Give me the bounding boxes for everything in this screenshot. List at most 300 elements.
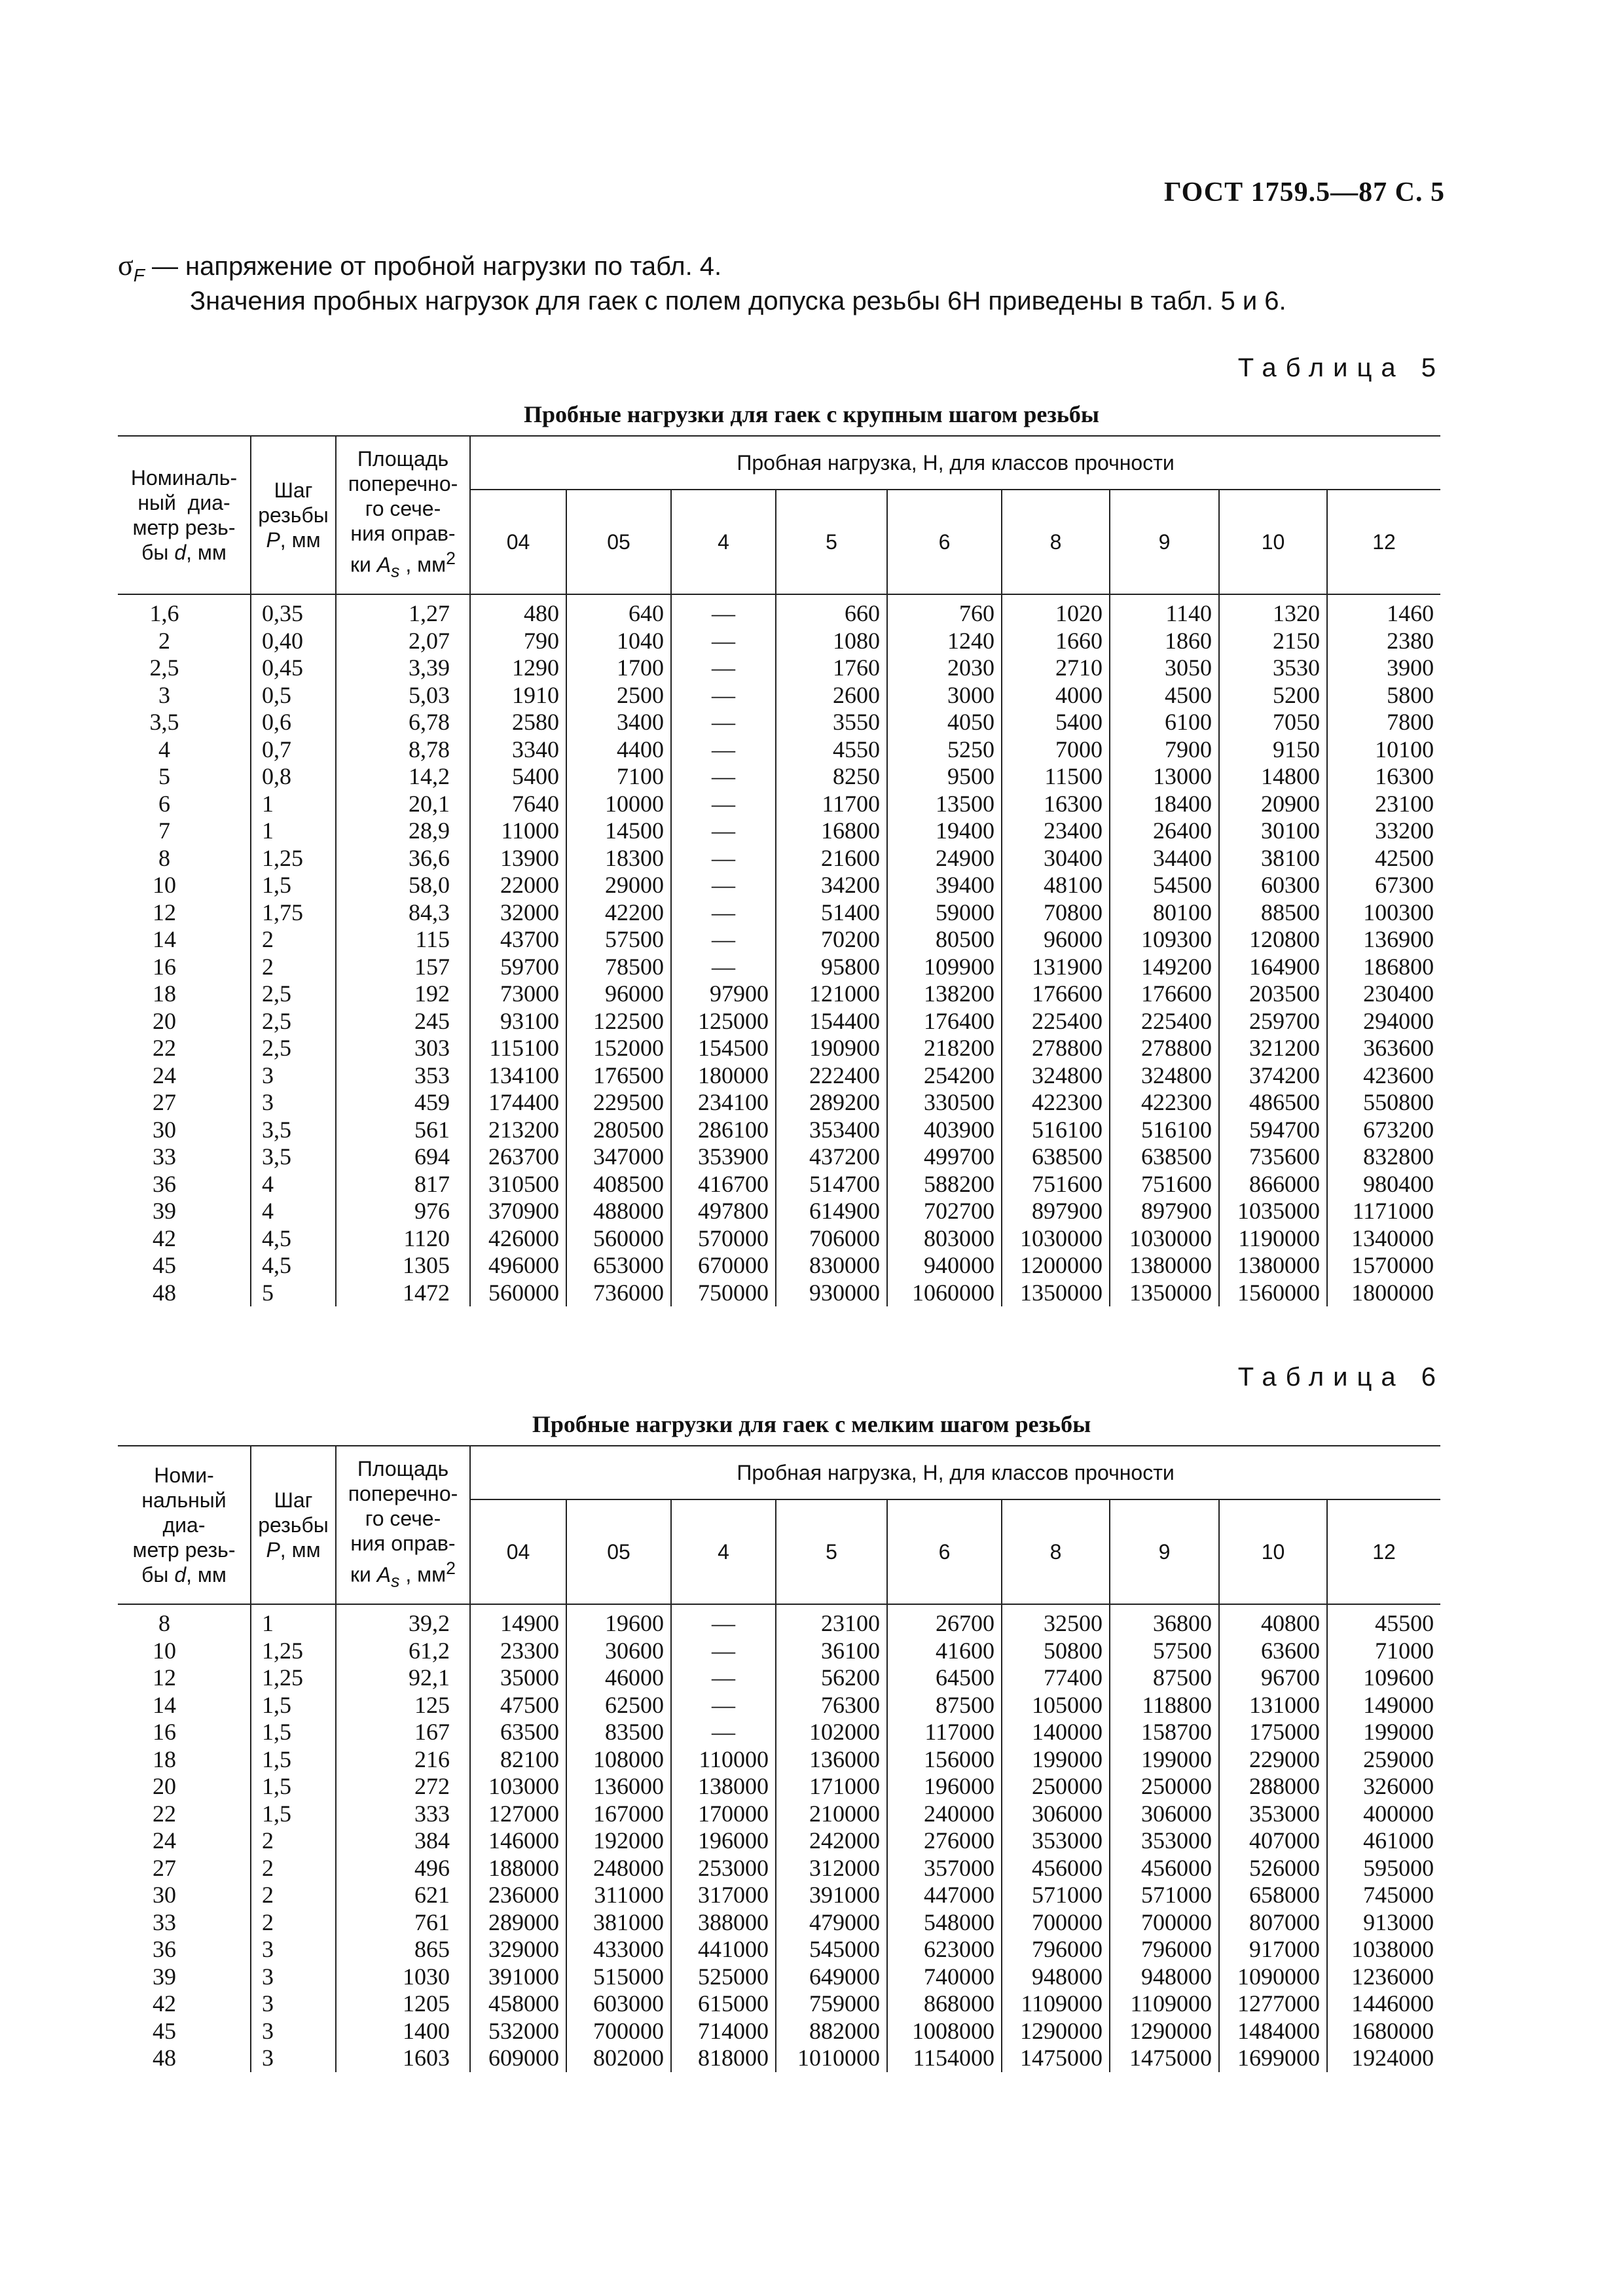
table-cell: 2,07	[336, 628, 470, 655]
table-cell: 329000	[470, 1936, 566, 1964]
table-cell: 18	[118, 980, 251, 1008]
table-cell: 614900	[776, 1198, 887, 1225]
table-cell: 146000	[470, 1827, 566, 1855]
table-cell: 4050	[887, 709, 1002, 736]
table-cell: 259700	[1219, 1008, 1327, 1035]
table-cell: 32000	[470, 899, 566, 927]
table-cell: 58,0	[336, 872, 470, 899]
table-cell: 80500	[887, 926, 1002, 954]
table-row	[118, 1936, 1440, 1964]
table-cell: 948000	[1110, 1964, 1219, 1991]
table-row	[118, 1008, 1440, 1035]
table-cell: 30100	[1219, 817, 1327, 845]
table-cell: 3050	[1110, 655, 1219, 682]
table-cell: 7900	[1110, 736, 1219, 764]
table-cell: 63600	[1219, 1638, 1327, 1665]
table-cell: 3	[118, 682, 251, 709]
table-cell: 210000	[776, 1801, 887, 1828]
table5-header-diameter	[118, 436, 251, 594]
table-cell: 5800	[1327, 682, 1440, 709]
table-cell: 121000	[776, 980, 887, 1008]
table-cell: 326000	[1327, 1773, 1440, 1801]
table-cell: 303	[336, 1035, 470, 1062]
table-cell: 5,03	[336, 682, 470, 709]
table-cell: 832800	[1327, 1143, 1440, 1171]
table-row	[118, 1062, 1440, 1090]
table-cell: 20900	[1219, 791, 1327, 818]
table-row	[118, 2045, 1440, 2072]
table-cell: 18300	[566, 845, 671, 872]
table-cell: 158700	[1110, 1719, 1219, 1746]
table-cell: 22000	[470, 872, 566, 899]
table-cell: 1	[251, 1604, 336, 1638]
table-row	[118, 1746, 1440, 1774]
table-row	[118, 1664, 1440, 1692]
table-cell: 802000	[566, 2045, 671, 2072]
table-row	[118, 1638, 1440, 1665]
table-cell: 2	[251, 1909, 336, 1937]
table-cell: 196000	[671, 1827, 776, 1855]
table-row	[118, 1855, 1440, 1882]
table-cell: 14,2	[336, 763, 470, 791]
table-cell: 2030	[887, 655, 1002, 682]
table-cell: 456000	[1002, 1855, 1110, 1882]
table-cell: 759000	[776, 1990, 887, 2018]
table-cell: 45	[118, 2018, 251, 2045]
table-cell: 2	[251, 954, 336, 981]
table-row	[118, 1964, 1440, 1991]
table-cell: 174400	[470, 1089, 566, 1117]
table-cell: 199000	[1002, 1746, 1110, 1774]
table-cell: 796000	[1110, 1936, 1219, 1964]
table-cell: 103000	[470, 1773, 566, 1801]
table-cell: 702700	[887, 1198, 1002, 1225]
table-cell: 27	[118, 1089, 251, 1117]
table-cell: 4,5	[251, 1225, 336, 1253]
table-cell: 818000	[671, 2045, 776, 2072]
table-cell: 700000	[566, 2018, 671, 2045]
table-cell: 550800	[1327, 1089, 1440, 1117]
table6-class-header: 12	[1327, 1499, 1440, 1604]
table-cell: 311000	[566, 1882, 671, 1909]
table5-class-header: 10	[1219, 490, 1327, 594]
table-cell: 36800	[1110, 1604, 1219, 1638]
table-cell: 54500	[1110, 872, 1219, 899]
table-cell: 59000	[887, 899, 1002, 927]
table-cell: 353400	[776, 1117, 887, 1144]
table-cell: 1860	[1110, 628, 1219, 655]
table-cell: 1205	[336, 1990, 470, 2018]
table-cell: 1090000	[1219, 1964, 1327, 1991]
table-cell: 154500	[671, 1035, 776, 1062]
table-cell: 1200000	[1002, 1252, 1110, 1280]
table-cell: 8250	[776, 763, 887, 791]
table-cell: 4400	[566, 736, 671, 764]
table-cell: 1290000	[1110, 2018, 1219, 2045]
table-cell: 76300	[776, 1692, 887, 1719]
table-cell: 3	[251, 1089, 336, 1117]
table-cell: 0,6	[251, 709, 336, 736]
table-cell: 171000	[776, 1773, 887, 1801]
table-cell: 408500	[566, 1171, 671, 1198]
table-cell: 70200	[776, 926, 887, 954]
table-cell: 59700	[470, 954, 566, 981]
table-cell: 324800	[1002, 1062, 1110, 1090]
table-cell: 263700	[470, 1143, 566, 1171]
table-cell: 136000	[776, 1746, 887, 1774]
table-cell: 2	[118, 628, 251, 655]
table-cell: 8	[118, 845, 251, 872]
table-cell: 3	[251, 1990, 336, 2018]
table-cell: 796000	[1002, 1936, 1110, 1964]
table-cell: 218200	[887, 1035, 1002, 1062]
table-row	[118, 1801, 1440, 1828]
table-cell: 700000	[1002, 1909, 1110, 1937]
table-cell: 117000	[887, 1719, 1002, 1746]
table-cell: 407000	[1219, 1827, 1327, 1855]
table-cell: 176500	[566, 1062, 671, 1090]
table-cell: 1120	[336, 1225, 470, 1253]
table-cell: 13000	[1110, 763, 1219, 791]
table-cell: 1350000	[1110, 1280, 1219, 1307]
table-row	[118, 980, 1440, 1008]
table-cell: —	[671, 845, 776, 872]
table-cell: 571000	[1110, 1882, 1219, 1909]
table-cell: 807000	[1219, 1909, 1327, 1937]
table-cell: 2150	[1219, 628, 1327, 655]
table-cell: 1380000	[1110, 1252, 1219, 1280]
table-row	[118, 845, 1440, 872]
table-cell: 62500	[566, 1692, 671, 1719]
table-cell: 170000	[671, 1801, 776, 1828]
table-cell: 1080	[776, 628, 887, 655]
table-cell: 1910	[470, 682, 566, 709]
table-cell: 83500	[566, 1719, 671, 1746]
table-row	[118, 872, 1440, 899]
table-row	[118, 682, 1440, 709]
table-row	[118, 1117, 1440, 1144]
table-cell: 12	[118, 1664, 251, 1692]
table-cell: 125000	[671, 1008, 776, 1035]
table-cell: 447000	[887, 1882, 1002, 1909]
table-cell: 20	[118, 1008, 251, 1035]
table-cell: 108000	[566, 1746, 671, 1774]
table-cell: 6	[118, 791, 251, 818]
table-cell: 1277000	[1219, 1990, 1327, 2018]
table-cell: 1,25	[251, 1638, 336, 1665]
table-cell: 131000	[1219, 1692, 1327, 1719]
table5-class-header: 05	[566, 490, 671, 594]
table-row	[118, 1089, 1440, 1117]
table-row	[118, 1692, 1440, 1719]
table-cell: 897900	[1002, 1198, 1110, 1225]
table-cell: 57500	[566, 926, 671, 954]
table-cell: 36	[118, 1936, 251, 1964]
table-cell: 1699000	[1219, 2045, 1327, 2072]
table-cell: 4	[118, 736, 251, 764]
table-cell: 2	[251, 1882, 336, 1909]
page-header: ГОСТ 1759.5—87 С. 5	[1163, 177, 1445, 207]
table-cell: 39	[118, 1964, 251, 1991]
table-cell: 948000	[1002, 1964, 1110, 1991]
table-cell: 149000	[1327, 1692, 1440, 1719]
table-cell: 77400	[1002, 1664, 1110, 1692]
table-cell: 23100	[1327, 791, 1440, 818]
table-cell: 19600	[566, 1604, 671, 1638]
table-cell: 1140	[1110, 594, 1219, 628]
table-cell: 2580	[470, 709, 566, 736]
table-cell: 2,5	[118, 655, 251, 682]
table-cell: 658000	[1219, 1882, 1327, 1909]
table-cell: 2,5	[251, 980, 336, 1008]
table-cell: 496	[336, 1855, 470, 1882]
table-cell: 1109000	[1002, 1990, 1110, 2018]
table-cell: 280500	[566, 1117, 671, 1144]
table-cell: 109900	[887, 954, 1002, 981]
table6-header-group: Пробная нагрузка, Н, для классов прочности	[470, 1446, 1440, 1499]
table-cell: 403900	[887, 1117, 1002, 1144]
table-cell: 24	[118, 1827, 251, 1855]
table-cell: 621	[336, 1882, 470, 1909]
table-cell: 615000	[671, 1990, 776, 2018]
table-cell: 110000	[671, 1746, 776, 1774]
table-cell: 118800	[1110, 1692, 1219, 1719]
table-cell: 30600	[566, 1638, 671, 1665]
table-cell: —	[671, 655, 776, 682]
table-cell: 1171000	[1327, 1198, 1440, 1225]
table-cell: 36100	[776, 1638, 887, 1665]
table-cell: 30400	[1002, 845, 1110, 872]
table-cell: 1,5	[251, 1773, 336, 1801]
table-cell: 391000	[470, 1964, 566, 1991]
table-cell: 216	[336, 1746, 470, 1774]
table-cell: 253000	[671, 1855, 776, 1882]
table-cell: 980400	[1327, 1171, 1440, 1198]
table5-class-header: 12	[1327, 490, 1440, 594]
table-cell: 23400	[1002, 817, 1110, 845]
table-row	[118, 736, 1440, 764]
table-cell: 1,25	[251, 1664, 336, 1692]
table-cell: 12	[118, 899, 251, 927]
table-cell: 384	[336, 1827, 470, 1855]
table-cell: 229000	[1219, 1746, 1327, 1774]
table-cell: 1,5	[251, 872, 336, 899]
table-row	[118, 763, 1440, 791]
table-cell: 71000	[1327, 1638, 1440, 1665]
table-cell: 16300	[1327, 763, 1440, 791]
sigma-symbol: σ	[118, 249, 134, 281]
table-cell: 1340000	[1327, 1225, 1440, 1253]
table-cell: 225400	[1002, 1008, 1110, 1035]
table-cell: 1320	[1219, 594, 1327, 628]
table-row	[118, 791, 1440, 818]
table-cell: 48	[118, 2045, 251, 2072]
table-cell: 192000	[566, 1827, 671, 1855]
table-cell: 1035000	[1219, 1198, 1327, 1225]
table-cell: —	[671, 628, 776, 655]
table-cell: 2600	[776, 682, 887, 709]
table-row	[118, 655, 1440, 682]
table-cell: 1008000	[887, 2018, 1002, 2045]
table-row	[118, 1280, 1440, 1307]
table-cell: 27	[118, 1855, 251, 1882]
table-cell: 3,39	[336, 655, 470, 682]
table-cell: 22	[118, 1801, 251, 1828]
table-cell: 46000	[566, 1664, 671, 1692]
table-cell: 4,5	[251, 1252, 336, 1280]
table-cell: 423600	[1327, 1062, 1440, 1090]
table-cell: 882000	[776, 2018, 887, 2045]
table-cell: 514700	[776, 1171, 887, 1198]
table6-class-header: 10	[1219, 1499, 1327, 1604]
table-cell: 2	[251, 1827, 336, 1855]
table-cell: 1,5	[251, 1719, 336, 1746]
table-cell: 913000	[1327, 1909, 1440, 1937]
table-cell: 138000	[671, 1773, 776, 1801]
table-cell: —	[671, 682, 776, 709]
table-cell: 61,2	[336, 1638, 470, 1665]
table-cell: 790	[470, 628, 566, 655]
table-cell: 23300	[470, 1638, 566, 1665]
table-cell: 930000	[776, 1280, 887, 1307]
table-cell: 51400	[776, 899, 887, 927]
table-cell: 245	[336, 1008, 470, 1035]
table-cell: 324800	[1110, 1062, 1219, 1090]
table-cell: 0,35	[251, 594, 336, 628]
table-cell: 306000	[1110, 1801, 1219, 1828]
table-cell: 11500	[1002, 763, 1110, 791]
table-cell: 84,3	[336, 899, 470, 927]
table-cell: 45500	[1327, 1604, 1440, 1638]
table-cell: 60300	[1219, 872, 1327, 899]
table-cell: 609000	[470, 2045, 566, 2072]
table-row	[118, 1143, 1440, 1171]
table-cell: 278800	[1110, 1035, 1219, 1062]
table-cell: 250000	[1110, 1773, 1219, 1801]
table-cell: 306000	[1002, 1801, 1110, 1828]
table-cell: 459	[336, 1089, 470, 1117]
table-cell: 422300	[1110, 1089, 1219, 1117]
table-cell: 87500	[1110, 1664, 1219, 1692]
table-cell: 230400	[1327, 980, 1440, 1008]
table6-title: Пробные нагрузки для гаек с мелким шагом резьбы	[532, 1411, 1091, 1437]
table-cell: 548000	[887, 1909, 1002, 1937]
table-cell: 47500	[470, 1692, 566, 1719]
table-cell: 4000	[1002, 682, 1110, 709]
table-cell: 43700	[470, 926, 566, 954]
table-cell: 3900	[1327, 655, 1440, 682]
table-cell: 940000	[887, 1252, 1002, 1280]
table-cell: 2710	[1002, 655, 1110, 682]
table6-label: Таблица 6	[1237, 1363, 1445, 1391]
table-cell: 868000	[887, 1990, 1002, 2018]
table-cell: 830000	[776, 1252, 887, 1280]
table-cell: 3530	[1219, 655, 1327, 682]
table6-class-header: 8	[1002, 1499, 1110, 1604]
table-cell: 157	[336, 954, 470, 981]
table-cell: 363600	[1327, 1035, 1440, 1062]
table-cell: 649000	[776, 1964, 887, 1991]
table-cell: —	[671, 872, 776, 899]
table-cell: 9500	[887, 763, 1002, 791]
table-cell: 13900	[470, 845, 566, 872]
table-cell: 706000	[776, 1225, 887, 1253]
table-cell: 272	[336, 1773, 470, 1801]
table-cell: 673200	[1327, 1117, 1440, 1144]
table-cell: 1560000	[1219, 1280, 1327, 1307]
table-cell: 199000	[1110, 1746, 1219, 1774]
table-row	[118, 2018, 1440, 2045]
table-cell: 1,6	[118, 594, 251, 628]
table-cell: 13500	[887, 791, 1002, 818]
table-cell: 23100	[776, 1604, 887, 1638]
table-cell: 96000	[566, 980, 671, 1008]
table-cell: 7	[118, 817, 251, 845]
table6-header-pitch: Шаг резьбы P, мм	[251, 1446, 336, 1604]
table-cell: 186800	[1327, 954, 1440, 981]
table-cell: 16	[118, 954, 251, 981]
table-cell: 1924000	[1327, 2045, 1440, 2072]
table-cell: 1305	[336, 1252, 470, 1280]
table-cell: 10	[118, 872, 251, 899]
table-cell: 82100	[470, 1746, 566, 1774]
table-cell: 751600	[1002, 1171, 1110, 1198]
table-cell: 14	[118, 1692, 251, 1719]
table-cell: 7050	[1219, 709, 1327, 736]
table-cell: 115100	[470, 1035, 566, 1062]
table-cell: 236000	[470, 1882, 566, 1909]
table5	[118, 435, 1440, 1306]
table-cell: 736000	[566, 1280, 671, 1307]
table-cell: 1,5	[251, 1692, 336, 1719]
table-cell: 248000	[566, 1855, 671, 1882]
table-cell: 203500	[1219, 980, 1327, 1008]
table-cell: 588200	[887, 1171, 1002, 1198]
table-cell: 310500	[470, 1171, 566, 1198]
table-cell: 1700	[566, 655, 671, 682]
table-cell: 222400	[776, 1062, 887, 1090]
table-cell: 1030000	[1002, 1225, 1110, 1253]
table-cell: 5400	[470, 763, 566, 791]
table-cell: 152000	[566, 1035, 671, 1062]
table-cell: —	[671, 1692, 776, 1719]
table-cell: 11700	[776, 791, 887, 818]
table-cell: 34400	[1110, 845, 1219, 872]
table-cell: 190900	[776, 1035, 887, 1062]
table-cell: 127000	[470, 1801, 566, 1828]
table-cell: 353	[336, 1062, 470, 1090]
table-cell: 92,1	[336, 1664, 470, 1692]
table5-label: Таблица 5	[1237, 353, 1445, 382]
table-cell: 14900	[470, 1604, 566, 1638]
table-cell: 254200	[887, 1062, 1002, 1090]
table-cell: —	[671, 817, 776, 845]
table-cell: 735600	[1219, 1143, 1327, 1171]
table-cell: 433000	[566, 1936, 671, 1964]
table-cell: 3,5	[118, 709, 251, 736]
table5-title: Пробные нагрузки для гаек с крупным шагом резьбы	[523, 401, 1100, 427]
sigma-description: — напряжение от пробной нагрузки по табл. 4.	[144, 252, 722, 281]
table-cell: 1236000	[1327, 1964, 1440, 1991]
table-cell: 156000	[887, 1746, 1002, 1774]
table-cell: 67300	[1327, 872, 1440, 899]
table-row	[118, 1719, 1440, 1746]
table-cell: 134100	[470, 1062, 566, 1090]
table-cell: 115	[336, 926, 470, 954]
table-cell: 594700	[1219, 1117, 1327, 1144]
table6-class-header: 5	[776, 1499, 887, 1604]
table-cell: 603000	[566, 1990, 671, 2018]
